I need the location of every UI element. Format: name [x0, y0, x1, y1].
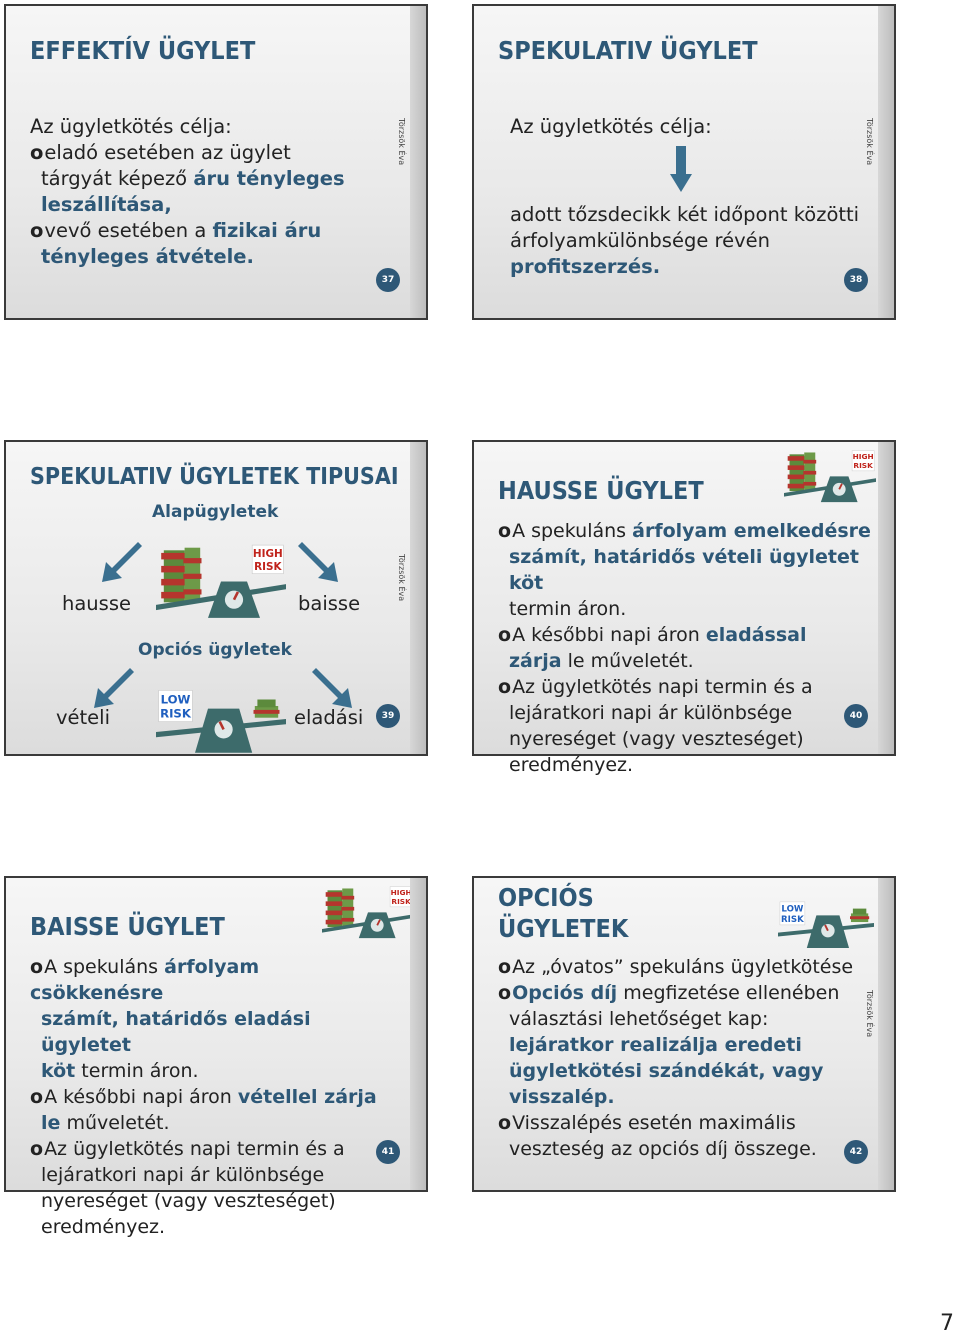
text-line: eredményez. — [509, 754, 634, 776]
text-line: profitszerzés. — [510, 255, 661, 278]
high-risk-scale-icon — [322, 884, 414, 950]
text-line: számít, határidős vételi ügyletet köt — [509, 546, 859, 594]
text-line: adott tőzsdecikk két időpont közötti — [510, 203, 860, 226]
slide-number: 39 — [376, 704, 400, 728]
bullet-item: ovevő esetében a fizikai áru — [30, 219, 322, 242]
bullet-item: oA későbbi napi áron vétellel zárja — [30, 1086, 377, 1108]
text-line: Az ügyletkötés célja: — [30, 115, 232, 138]
slide-body — [498, 954, 876, 1162]
subtitle-basic: Alapügyletek — [152, 502, 279, 522]
text-line: veszteség az opciós díj összege. — [509, 1138, 817, 1160]
text-line: nyereséget (vagy veszteséget) — [509, 728, 804, 750]
low-risk-scale-icon — [778, 894, 874, 952]
text-line: leszállítása, — [41, 193, 172, 216]
slide-37 — [4, 4, 428, 320]
slide-body — [30, 114, 386, 270]
author-label: Törzsök Éva — [397, 554, 406, 602]
bullet-item: oAz ügyletkötés napi termin és a — [498, 676, 813, 698]
slide-body — [510, 202, 872, 280]
slide-number: 40 — [844, 704, 868, 728]
bullet-item: oeladó esetében az ügylet — [30, 141, 291, 164]
slide-title: EFFEKTÍV ÜGYLET — [30, 36, 256, 65]
slide-title: OPCIÓS ÜGYLETEK — [498, 883, 629, 943]
arrow-down-left-icon — [102, 542, 142, 582]
bullet-item: oAz „óvatos” spekuláns ügyletkötése — [498, 956, 854, 978]
bullet-item: oOpciós díj megfizetése ellenében — [498, 982, 840, 1004]
text-line: eredményez. — [41, 1216, 166, 1238]
bullet-item: oA spekuláns árfolyam csökkenésre — [30, 956, 260, 1004]
bullet-icon: o — [498, 676, 512, 698]
subtitle-options: Opciós ügyletek — [138, 640, 292, 660]
arrow-down-left-icon — [94, 668, 134, 708]
slide-38 — [472, 4, 896, 320]
high-risk-scale-icon — [156, 542, 286, 634]
slide-body — [498, 518, 876, 778]
slide-number: 41 — [376, 1140, 400, 1164]
bullet-item: oAz ügyletkötés napi termin és a — [30, 1138, 345, 1160]
text-line: ügyletkötési szándékát, vagy — [509, 1060, 824, 1082]
text-line: zárja le műveletét. — [509, 650, 694, 672]
text-line: le műveletét. — [41, 1112, 170, 1134]
text-line: lejáratkori napi ár különbsége — [509, 702, 793, 724]
text-line: lejáratkor realizálja eredeti — [509, 1034, 802, 1056]
slide-title: BAISSE ÜGYLET — [30, 912, 225, 941]
bullet-icon: o — [498, 956, 512, 978]
author-label: Törzsök Éva — [865, 118, 874, 166]
arrow-down-right-icon — [298, 542, 338, 582]
text-line: tárgyát képező áru tényleges — [41, 167, 345, 190]
label-hausse: hausse — [62, 592, 131, 615]
bullet-icon: o — [30, 219, 44, 242]
text-line: tényleges átvétele. — [41, 245, 254, 268]
text-line: termin áron. — [509, 598, 627, 620]
slide-body — [510, 114, 854, 140]
slide-40 — [472, 440, 896, 776]
low-risk-scale-icon — [156, 680, 286, 758]
slide-number: 37 — [376, 268, 400, 292]
slide-number: 38 — [844, 268, 868, 292]
text-line: köt termin áron. — [41, 1060, 199, 1082]
text-line: nyereséget (vagy veszteséget) — [41, 1190, 336, 1212]
bullet-icon: o — [30, 956, 44, 978]
bullet-item: oA spekuláns árfolyam emelkedésre — [498, 520, 871, 542]
text-line: lejáratkori napi ár különbsége — [41, 1164, 325, 1186]
arrow-down-right-icon — [312, 668, 352, 708]
bullet-icon: o — [498, 520, 512, 542]
slide-41 — [4, 876, 428, 1238]
bullet-item: oA későbbi napi áron eladással — [498, 624, 807, 646]
slide-39 — [4, 440, 428, 756]
bullet-icon: o — [498, 624, 512, 646]
slide-title: SPEKULATIV ÜGYLETEK TIPUSAI — [30, 464, 399, 490]
label-baisse: baisse — [298, 592, 361, 615]
slide-42 — [472, 876, 896, 1192]
high-risk-scale-icon — [784, 448, 876, 514]
slide-title: HAUSSE ÜGYLET — [498, 476, 704, 505]
bullet-icon: o — [30, 141, 44, 164]
bullet-item: oVisszalépés esetén maximális — [498, 1112, 796, 1134]
text-line: visszalép. — [509, 1086, 615, 1108]
text-line: árfolyamkülönbsége révén — [510, 229, 771, 252]
slide-number: 42 — [844, 1140, 868, 1164]
text-line: számít, határidős eladási ügyletet — [41, 1008, 311, 1056]
label-eladasi: eladási — [294, 706, 364, 729]
bullet-icon: o — [498, 1112, 512, 1134]
author-label: Törzsök Éva — [397, 118, 406, 166]
text-line: Az ügyletkötés célja: — [510, 115, 712, 138]
arrow-down-icon — [670, 146, 692, 192]
text-line: választási lehetőséget kap: — [509, 1008, 769, 1030]
page-number: 7 — [940, 1311, 954, 1336]
bullet-icon: o — [30, 1138, 44, 1160]
slide-body — [30, 954, 396, 1240]
bullet-icon: o — [498, 982, 512, 1004]
slide-title: SPEKULATIV ÜGYLET — [498, 36, 758, 65]
bullet-icon: o — [30, 1086, 44, 1108]
author-label: Törzsök Éva — [865, 990, 874, 1038]
label-veteli: vételi — [56, 706, 111, 729]
